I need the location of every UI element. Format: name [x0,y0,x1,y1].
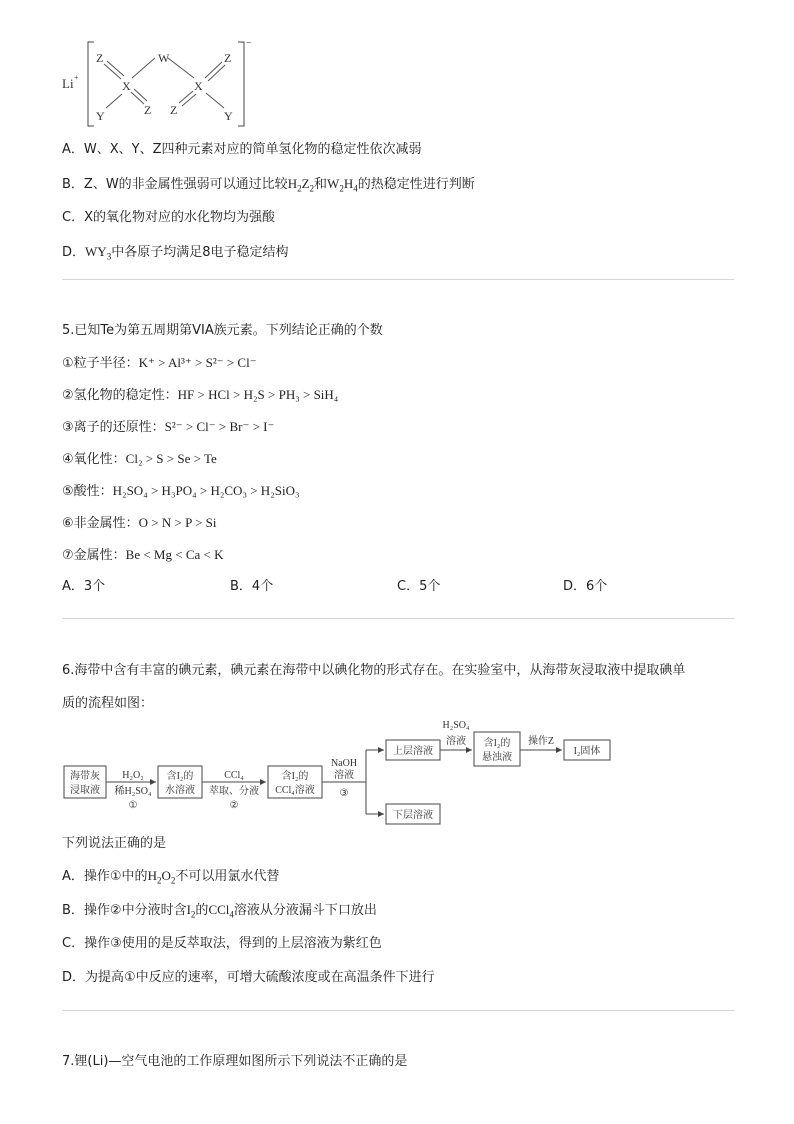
atom-x-right: X [194,79,203,93]
q4-option-a-text: A．W、X、Y、Z四种元素对应的简单氢化物的稳定性依次减弱 [62,142,422,157]
anion-structure-diagram [58,36,268,132]
flow-arrow-1-head [150,779,156,785]
flow-arrow2-bottom: 萃取、分液 [209,786,259,797]
flow-box-upper-text: 上层溶液 [393,746,433,757]
atom-z-top-left: Z [96,51,104,65]
q5-item-2: ②氢化物的稳定性：HF > HCl > H₂S > PH₃ > SiH₄ [62,387,339,403]
q5-option-a[interactable]: A．3个 [62,579,106,594]
flow-arrow4-bottom: 溶液 [446,736,466,747]
flow-box3-line1: 含I₂的 [281,771,309,782]
anion-charge: − [246,38,252,49]
separator-2 [62,618,734,619]
q6-option-a[interactable] [62,868,279,885]
q4-option-b-suffix: 的热稳定性进行判断 [357,177,475,192]
separator-1 [62,279,734,280]
q5-item-5: ⑤酸性：H₂SO₄ > H₃PO₄ > H₂CO₃ > H₂SiO₃ [62,483,300,499]
q6-stem-line2: 质的流程如图： [62,696,154,711]
flow-box-susp-line1: 含I₂的 [483,738,511,749]
q6-option-c-text: C．操作③使用的是反萃取法，得到的上层溶液为紫红色 [62,936,382,951]
q5-item-1: ①粒子半径：K⁺ > Al³⁺ > S²⁻ > Cl⁻ [62,355,257,371]
flow-arrow1-top: H₂O₂ [122,770,144,781]
formula-w2h4: $W_2H_4$ [327,176,358,194]
flow-box2-line2: 水溶液 [165,785,195,796]
atom-z-bottom-left-inner: Z [144,103,152,117]
flow-arrow2-top: CCl₄ [224,770,244,781]
q4-option-b-text: B．Z、W的非金属性强弱可以通过比较 [62,177,288,192]
formula-ccl4: CCl$_4$ [208,902,234,920]
q6-option-a-prefix: A．操作①中的 [62,869,148,884]
formula-h2z2: $H_2Z_2$ [287,176,315,194]
q6-option-b-prefix: B．操作②中分液时含 [62,903,187,918]
flow-arrow1-bottom: 稀H₂SO₄ [114,786,152,797]
flow-box-susp-line2: 悬浊液 [482,752,512,763]
formula-h2o2: $H_2O_2$ [147,868,176,886]
atom-w-top: W [158,51,170,65]
flow-branch-upper-head [378,747,384,753]
flow-branch-lower-head [378,811,384,817]
atom-y-bottom-right: Y [224,109,233,123]
flow-arrow4-top: H₂SO₄ [442,720,470,731]
flow-arrow3-num: ③ [339,788,349,799]
q5-stem: 5.已知Te为第五周期第VIA族元素。下列结论正确的个数 [62,323,383,338]
atom-z-top-right: Z [224,51,232,65]
cation-li: Li [62,76,74,91]
flow-arrow-2-head [260,779,266,785]
flow-box-lower-text: 下层溶液 [393,810,433,821]
q6-option-b-mid: 的 [195,903,209,918]
flow-box1-line2: 浸取液 [70,785,100,796]
q4-option-a[interactable] [62,142,422,158]
cation-charge: + [74,73,79,82]
q4-option-d-prefix: D． [62,245,86,260]
right-bracket [238,42,244,126]
q5-option-d[interactable]: D．6个 [563,579,608,594]
q4-option-b[interactable] [62,176,475,193]
flow-box1-line1: 海带灰 [70,771,100,782]
q4-option-c[interactable] [62,210,275,226]
q4-option-d-text: 中各原子均满足8电子稳定结构 [111,245,289,260]
q6-stem-line1: 6.海带中含有丰富的碘元素，碘元素在海带中以碘化物的形式存在。在实验室中，从海带灰浸取液中提取碘单 [62,663,686,678]
flow-arrow1-num: ① [128,800,138,811]
q5-item-4: ④氧化性：Cl₂ > S > Se > Te [62,451,217,467]
atom-x-left: X [122,79,131,93]
q6-option-c[interactable] [62,936,382,952]
q6-question: 下列说法正确的是 [62,836,167,851]
q6-option-b-suffix: 溶液从分液漏斗下口放出 [233,903,377,918]
q5-item-3: ③离子的还原性：S²⁻ > Cl⁻ > Br⁻ > I⁻ [62,419,275,435]
formula-i2: $I_2$ [186,902,196,920]
q5-item-7: ⑦金属性：Be < Mg < Ca < K [62,547,224,563]
q6-option-d[interactable] [62,970,435,986]
atom-z-bottom-right-inner: Z [170,103,178,117]
flow-arrow3-top: NaOH [330,758,358,769]
q6-option-b[interactable] [62,902,377,919]
separator-3 [62,1010,734,1011]
left-bracket [88,42,94,126]
atom-y-bottom-left: Y [96,109,105,123]
flow-arrow-5-head [556,747,562,753]
q4-option-c-text: C．X的氧化物对应的水化物均为强酸 [62,210,275,225]
q5-item-6: ⑥非金属性：O > N > P > Si [62,515,217,531]
q4-option-b-mid: 和 [314,177,328,192]
formula-wy3: $WY_3$ [85,244,112,262]
q4-option-d[interactable] [62,244,288,261]
q5-option-c[interactable]: C．5个 [397,579,441,594]
iodine-extraction-flowchart [60,716,620,828]
q7-stem: 7.锂(Li)—空气电池的工作原理如图所示下列说法不正确的是 [62,1054,408,1069]
flow-arrow5-top: 操作Z [527,736,555,747]
flow-arrow3-mid: 溶液 [334,770,354,781]
q6-option-d-text: D．为提高①中反应的速率，可增大硫酸浓度或在高温条件下进行 [62,970,435,985]
flow-box2-line1: 含I₂的 [166,771,194,782]
flow-arrow-4-head [466,747,472,753]
flow-arrow2-num: ② [229,800,239,811]
flow-box-final-text: I₂固体 [573,746,601,757]
q5-option-b[interactable]: B．4个 [230,579,274,594]
flow-box3-line2: CCl₄溶液 [275,785,315,796]
q6-option-a-suffix: 不可以用氯水代替 [175,869,280,884]
